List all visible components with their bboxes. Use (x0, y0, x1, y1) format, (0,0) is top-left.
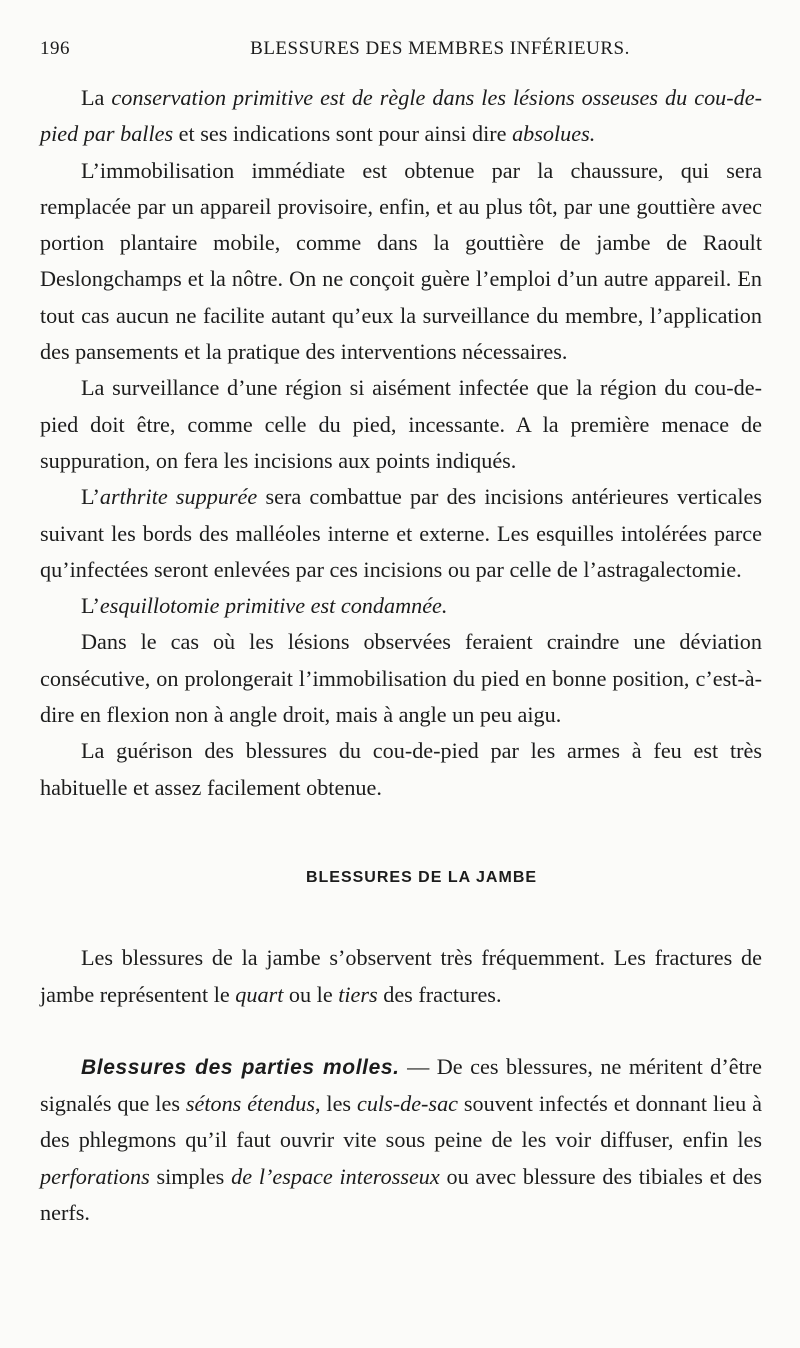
text-run: La guérison des blessures du cou-de-pied par les armes à feu est très habituelle et assez facilement obtenue. (40, 738, 762, 800)
text-run: L’immobilisation immédiate est obtenue par la chaussure, qui sera remplacée par un appareil provisoire, enfin, et au plus tôt, par une gouttière avec portion plantaire mobile, comme dans la gouttière de jambe de Raoult Deslongchamps et la nôtre. On ne conçoit guère l’emploi d’un autre appareil. En tout cas aucun ne facilite autant qu’eux la surveillance du membre, l’application des pansements et la pratique des interventions nécessaires. (40, 157, 762, 365)
text-run: ou le (283, 981, 339, 1007)
paragraph (40, 153, 762, 371)
text-run: — De ces blessures, ne méritent d’être signalés que les (40, 1053, 762, 1117)
text-run: des fractures. (377, 981, 502, 1007)
paragraph (40, 370, 762, 479)
paragraph (40, 940, 762, 1013)
spacer (40, 896, 762, 940)
italic-text: culs-de-sac (356, 1091, 459, 1117)
italic-text: sétons étendus (185, 1091, 315, 1117)
paragraph (40, 479, 762, 588)
text-run: ou avec blessure des tibiales et des nerfs. (40, 1163, 762, 1226)
text-run: Dans le cas où les lésions observées feraient craindre une déviation consécutive, on prolongerait l’immobilisation du pied en bonne position, c’est-à-dire en flexion non à angle droit, mais à angle un peu aigu. (40, 629, 762, 728)
section-title: BLESSURES DE LA JAMBE (305, 868, 538, 886)
spacer (40, 1013, 762, 1049)
page-body (40, 80, 762, 1231)
running-title: BLESSURES DES MEMBRES INFÉRIEURS. (250, 38, 630, 59)
italic-text: perforations (40, 1163, 150, 1189)
text-run: et ses indications sont pour ainsi dire (173, 121, 513, 147)
page-number: 196 (40, 38, 70, 59)
text-run: La surveillance d’une région si aisément infectée que la région du cou-de-pied doit être, comme celle du pied, incessante. A la première menace de suppuration, on fera les incisions aux points indiqués. (40, 375, 762, 473)
spacer (40, 806, 762, 860)
paragraph (40, 624, 762, 733)
paragraph (40, 588, 762, 624)
text-run: Les blessures de la jambe s’observent très fréquemment. Les fractures de jambe représentent le (40, 945, 762, 1007)
italic-text: tiers (338, 981, 378, 1007)
text-run: souvent infectés et donnant lieu à des phlegmons qu’il faut ouvrir vite sous peine de les voir diffuser, enfin les (40, 1091, 762, 1153)
italic-text: conservation primitive est de règle dans les lésions osseuses du cou-de-pied par balles (40, 85, 762, 147)
italic-text: de l’espace interosseux (231, 1163, 440, 1189)
italic-text: quart (235, 981, 284, 1007)
run-in-heading: Blessures des parties molles. (81, 1055, 400, 1079)
text-run: , les (314, 1091, 357, 1117)
paragraph (40, 733, 762, 806)
text-run: sera combattue par des incisions antérieures verticales suivant les bords des malléoles interne et externe. Les esquilles intolérées parce qu’infectées seront enlevées par ces incisions ou par celle de l’astragalectomie. (40, 484, 763, 582)
text-run: L’ (81, 484, 100, 510)
italic-text: absolues. (512, 121, 596, 147)
text-run: simples (149, 1163, 232, 1189)
text-run: La (81, 85, 112, 110)
italic-text: arthrite suppurée (99, 484, 258, 510)
italic-text: esquillotomie primitive est condamnée. (99, 593, 448, 619)
page-header (40, 38, 760, 68)
paragraph (40, 1049, 762, 1231)
paragraph (40, 80, 762, 153)
text-run: L’ (81, 593, 100, 619)
